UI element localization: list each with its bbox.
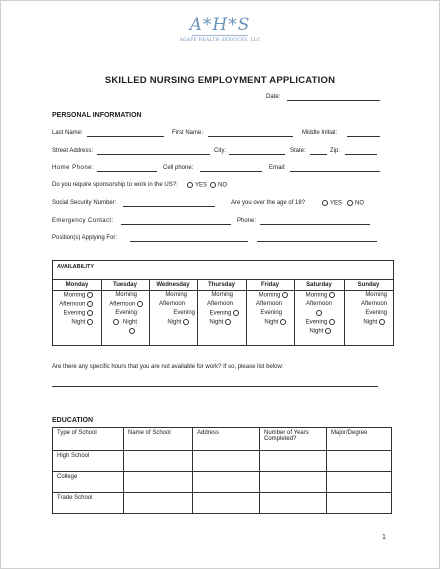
header-years-completed: Number of Years Completed? (260, 428, 327, 451)
home-phone-field[interactable] (97, 171, 157, 172)
radio-icon (225, 319, 231, 325)
column-divider (246, 279, 247, 345)
column-divider (197, 279, 198, 345)
table-cell[interactable] (260, 493, 327, 514)
table-row (53, 472, 392, 493)
header-address: Address (193, 428, 260, 451)
radio-icon (329, 292, 335, 298)
age-question: Are you over the age of 18? (231, 200, 306, 206)
monday-night-option[interactable]: Night (55, 319, 95, 326)
radio-icon (137, 301, 143, 307)
date-field[interactable] (287, 100, 380, 101)
radio-icon (347, 200, 353, 206)
last-name-field[interactable] (87, 136, 164, 137)
saturday-afternoon-option[interactable]: Afternoon (305, 301, 332, 307)
street-address-field[interactable] (97, 154, 210, 155)
hours-question: Are there any specific hours that you are not available for work? If so, please list below: (52, 364, 284, 370)
radio-icon (183, 319, 189, 325)
ssn-field[interactable] (123, 206, 215, 207)
tuesday-afternoon-option[interactable]: Afternoon (103, 301, 145, 308)
column-divider (149, 279, 150, 345)
tuesday-night-radio[interactable] (103, 328, 137, 335)
row-label-trade-school: Trade School (53, 493, 124, 514)
age-yes-option[interactable]: YES (322, 200, 342, 207)
header-type-of-school: Type of School (53, 428, 124, 451)
email-field[interactable] (290, 171, 380, 172)
radio-icon (233, 310, 239, 316)
column-divider (101, 279, 102, 345)
thursday-afternoon-option[interactable]: Afternoon (206, 301, 233, 307)
table-row (53, 493, 392, 514)
company-logo-subtitle: AGAPE HEALTH SERVICES, LLC (179, 38, 261, 43)
column-divider (294, 279, 295, 345)
thursday-evening-option[interactable]: Evening (199, 310, 241, 317)
radio-icon (87, 292, 93, 298)
emergency-contact-field[interactable] (121, 224, 231, 225)
radio-icon (129, 328, 135, 334)
monday-afternoon-option[interactable]: Afternoon (55, 301, 95, 308)
radio-icon (325, 328, 331, 334)
friday-morning-option[interactable]: Morning (248, 292, 290, 299)
radio-icon (379, 319, 385, 325)
header-name-of-school: Name of School (124, 428, 193, 451)
day-saturday: Saturday (306, 282, 332, 288)
positions-label: Position(s) Applying For: (52, 235, 118, 241)
ssn-label: Social Security Number: (52, 200, 117, 206)
header-major-degree: Major/Degree (327, 428, 392, 451)
emergency-contact-label: Emergency Contact: (52, 218, 114, 224)
table-cell[interactable] (124, 451, 193, 472)
middle-initial-label: Middle Initial: (302, 130, 338, 136)
radio-icon (113, 319, 119, 325)
education-header-row (53, 428, 392, 451)
radio-icon (322, 200, 328, 206)
thursday-morning-option[interactable]: Morning (211, 292, 233, 298)
saturday-night-option[interactable]: Night (296, 328, 333, 335)
zip-field[interactable] (345, 154, 377, 155)
table-cell[interactable] (260, 451, 327, 472)
friday-evening-option[interactable]: Evening (260, 310, 282, 316)
row-label-college: College (53, 472, 124, 493)
zip-label: Zip: (330, 148, 341, 154)
date-label: Date: (266, 94, 281, 100)
friday-night-option[interactable]: Night (248, 319, 288, 326)
monday-evening-option[interactable]: Evening (55, 310, 95, 317)
middle-initial-field[interactable] (347, 136, 380, 137)
sunday-afternoon-option[interactable]: Afternoon (360, 301, 387, 307)
cell-phone-label: Cell phone: (163, 165, 194, 171)
availability-table (52, 260, 394, 346)
day-tuesday: Tuesday (113, 282, 137, 288)
wednesday-evening-option[interactable]: Evening (173, 310, 195, 316)
table-cell[interactable] (327, 493, 392, 514)
tuesday-night-option[interactable]: Night (103, 319, 137, 326)
saturday-evening-option[interactable]: Evening (296, 319, 337, 326)
day-monday: Monday (65, 282, 89, 288)
last-name-label: Last Name: (52, 130, 83, 136)
day-wednesday: Wednesday (156, 282, 190, 288)
radio-icon (280, 319, 286, 325)
sunday-evening-option[interactable]: Evening (365, 310, 387, 316)
personal-info-heading: PERSONAL INFORMATION (52, 112, 142, 119)
row-label-high-school: High School (53, 451, 124, 472)
radio-icon (316, 310, 322, 316)
table-cell[interactable] (193, 451, 260, 472)
table-row (53, 451, 392, 472)
form-title: SKILLED NURSING EMPLOYMENT APPLICATION (104, 75, 336, 86)
table-cell[interactable] (327, 451, 392, 472)
radio-icon (329, 319, 335, 325)
age-no-option[interactable]: NO (347, 200, 364, 207)
sunday-night-option[interactable]: Night (346, 319, 387, 326)
sunday-morning-option[interactable]: Morning (365, 292, 387, 298)
page-number: 1 (382, 534, 386, 541)
sponsorship-question: Do you require sponsorship to work in the US?: (52, 182, 178, 188)
wednesday-afternoon-option[interactable]: Afternoon (158, 301, 185, 307)
education-table (52, 427, 392, 514)
radio-icon (187, 182, 193, 188)
email-label: Email: (269, 165, 286, 171)
city-field[interactable] (229, 154, 285, 155)
emergency-phone-field[interactable] (260, 224, 370, 225)
radio-icon (210, 182, 216, 188)
first-name-label: First Name: (172, 130, 204, 136)
wednesday-night-option[interactable]: Night (151, 319, 191, 326)
column-divider (344, 279, 345, 345)
thursday-night-option[interactable]: Night (199, 319, 233, 326)
table-cell[interactable] (193, 493, 260, 514)
table-cell[interactable] (260, 472, 327, 493)
position-field-2[interactable] (257, 241, 377, 242)
table-cell[interactable] (327, 472, 392, 493)
emergency-phone-label: Phone: (237, 218, 257, 224)
friday-afternoon-option[interactable]: Afternoon (255, 301, 282, 307)
street-address-label: Street Address: (52, 148, 94, 154)
radio-icon (87, 319, 93, 325)
company-logo: A*H*S (189, 15, 251, 35)
day-sunday: Sunday (357, 282, 380, 288)
hours-answer-field[interactable] (52, 386, 378, 387)
radio-icon (87, 301, 93, 307)
cell-phone-field[interactable] (200, 171, 262, 172)
first-name-field[interactable] (208, 136, 293, 137)
home-phone-label: Home Phone: (52, 165, 95, 171)
availability-title: AVAILABILITY (57, 264, 95, 270)
availability-header-row (53, 279, 393, 291)
table-cell[interactable] (193, 472, 260, 493)
city-label: City: (214, 148, 226, 154)
tuesday-morning-option[interactable]: Morning (115, 292, 137, 298)
day-friday: Friday (260, 282, 279, 288)
saturday-afternoon-radio[interactable] (296, 310, 324, 317)
education-heading: EDUCATION (52, 417, 94, 424)
sponsorship-no-option[interactable]: NO (210, 182, 227, 189)
state-field[interactable] (310, 154, 327, 155)
table-cell[interactable] (124, 472, 193, 493)
radio-icon (282, 292, 288, 298)
state-label: State: (290, 148, 306, 154)
sponsorship-yes-option[interactable]: YES (187, 182, 207, 189)
wednesday-morning-option[interactable]: Morning (165, 292, 187, 298)
position-field-1[interactable] (130, 241, 248, 242)
radio-icon (87, 310, 93, 316)
saturday-morning-option[interactable]: Morning (296, 292, 337, 299)
table-cell[interactable] (124, 493, 193, 514)
day-thursday: Thursday (207, 282, 235, 288)
logo-rule (192, 35, 248, 36)
monday-morning-option[interactable]: Morning (55, 292, 95, 299)
tuesday-evening-option[interactable]: Evening (115, 310, 137, 316)
